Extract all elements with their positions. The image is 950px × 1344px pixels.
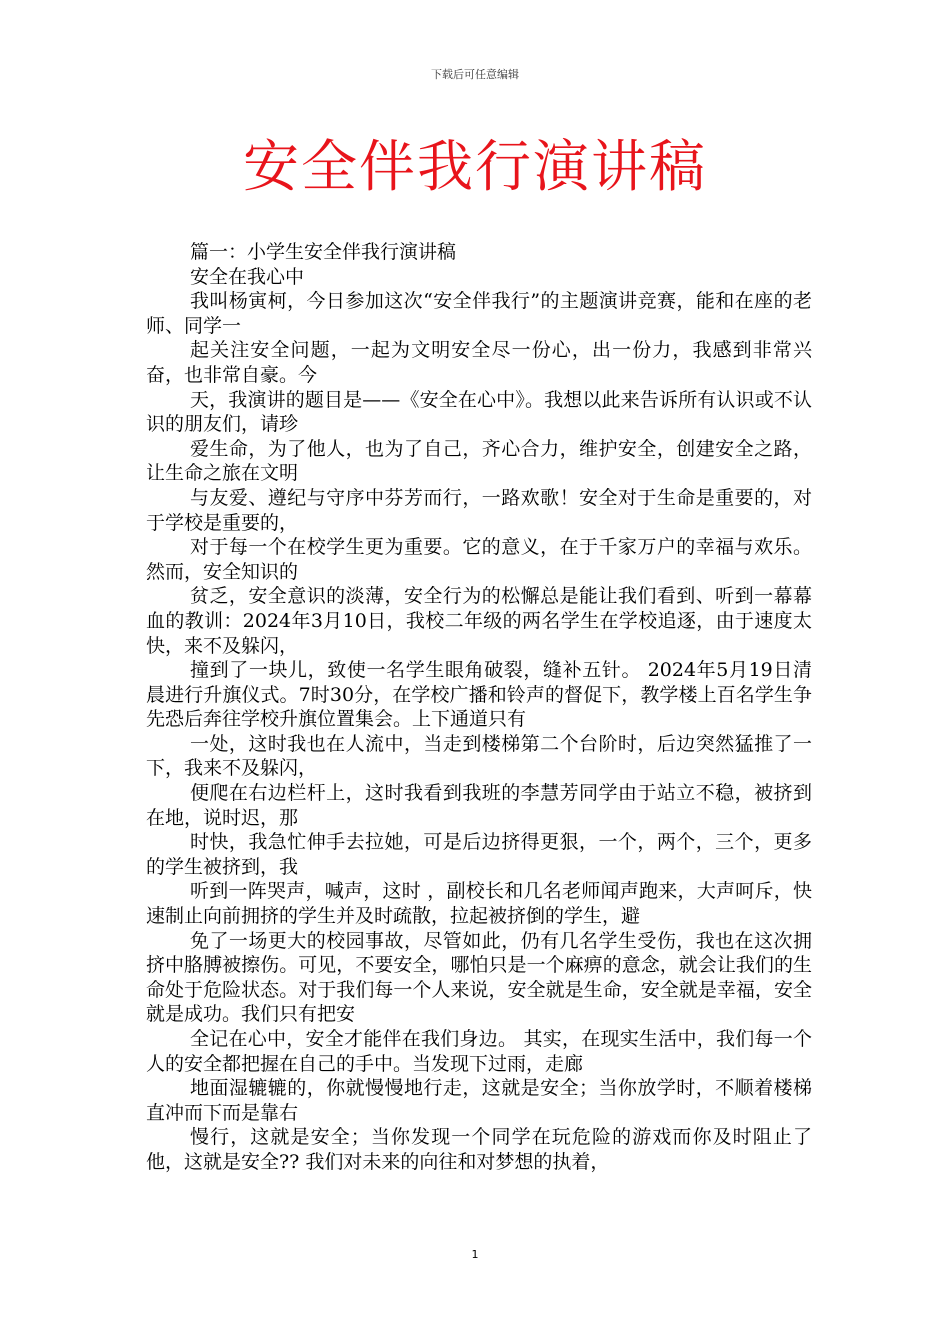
paragraph: 我叫杨寅柯，今日参加这次“安全伴我行”的主题演讲竞赛，能和在座的老师、同学一 xyxy=(146,290,812,337)
paragraph: 篇一：小学生安全伴我行演讲稿 xyxy=(190,241,457,263)
body-text xyxy=(146,240,812,1175)
paragraph: 时快，我急忙伸手去拉她，可是后边挤得更狠，一个，两个，三个，更多的学生被挤到，我 xyxy=(146,831,812,878)
paragraph: 慢行，这就是安全；当你发现一个同学在玩危险的游戏而你及时阻止了他，这就是安全?? 我们对未来的向往和对梦想的执着， xyxy=(146,1126,812,1173)
paragraph: 撞到了一块儿，致使一名学生眼角破裂，缝补五针。 2024年5月19日清晨进行升旗仪式。7时30分，在学校广播和铃声的督促下，教学楼上百名学生争先恐后奔往学校升旗位置集会。上下通道只有 xyxy=(146,659,812,731)
paragraph: 免了一场更大的校园事故，尽管如此，仍有几名学生受伤，我也在这次拥挤中胳膊被擦伤。可见，不要安全，哪怕只是一个麻痹的意念，就会让我们的生命处于危险状态。对于我们每一个人来说，安全就是生命，安全就是幸福，安全就是成功。我们只有把安 xyxy=(146,929,812,1026)
paragraph: 起关注安全问题，一起为文明安全尽一份心，出一份力，我感到非常兴奋，也非常自豪。今 xyxy=(146,339,812,386)
paragraph: 对于每一个在校学生更为重要。它的意义，在于千家万户的幸福与欢乐。 然而，安全知识的 xyxy=(146,536,812,583)
paragraph: 贫乏，安全意识的淡薄，安全行为的松懈总是能让我们看到、听到一幕幕血的教训：2024年3月10日，我校二年级的两名学生在学校追逐，由于速度太快，来不及躲闪， xyxy=(146,585,812,657)
paragraph: 爱生命，为了他人，也为了自己，齐心合力，维护安全，创建安全之路，让生命之旅在文明 xyxy=(146,437,812,485)
paragraph: 全记在心中，安全才能伴在我们身边。 其实，在现实生活中，我们每一个人的安全都把握在自己的手中。当发现下过雨，走廊 xyxy=(146,1028,812,1075)
paragraph: 地面湿辘辘的，你就慢慢地行走，这就是安全；当你放学时，不顺着楼梯直冲而下而是靠右 xyxy=(146,1077,812,1124)
document-title: 安全伴我行演讲稿 xyxy=(243,135,707,200)
paragraph: 与友爱、遵纪与守序中芬芳而行，一路欢歌！安全对于生命是重要的，对于学校是重要的， xyxy=(146,486,812,534)
paragraph: 一处，这时我也在人流中，当走到楼梯第二个台阶时，后边突然猛推了一下，我来不及躲闪， xyxy=(146,732,812,780)
paragraph: 听到一阵哭声，喊声，这时 ，副校长和几名老师闻声跑来，大声呵斥，快速制止向前拥挤的学生并及时疏散，拉起被挤倒的学生，避 xyxy=(146,880,812,928)
paragraph: 安全在我心中 xyxy=(190,265,305,288)
paragraph: 便爬在右边栏杆上，这时我看到我班的李慧芳同学由于站立不稳，被挤到在地，说时迟，那 xyxy=(146,782,812,829)
paragraph: 天，我演讲的题目是——《安全在心中》。我想以此来告诉所有认识或不认识的朋友们，请珍 xyxy=(146,388,812,436)
header-note: 下载后可任意编辑 xyxy=(431,68,519,81)
page-number: 1 xyxy=(471,1248,479,1261)
